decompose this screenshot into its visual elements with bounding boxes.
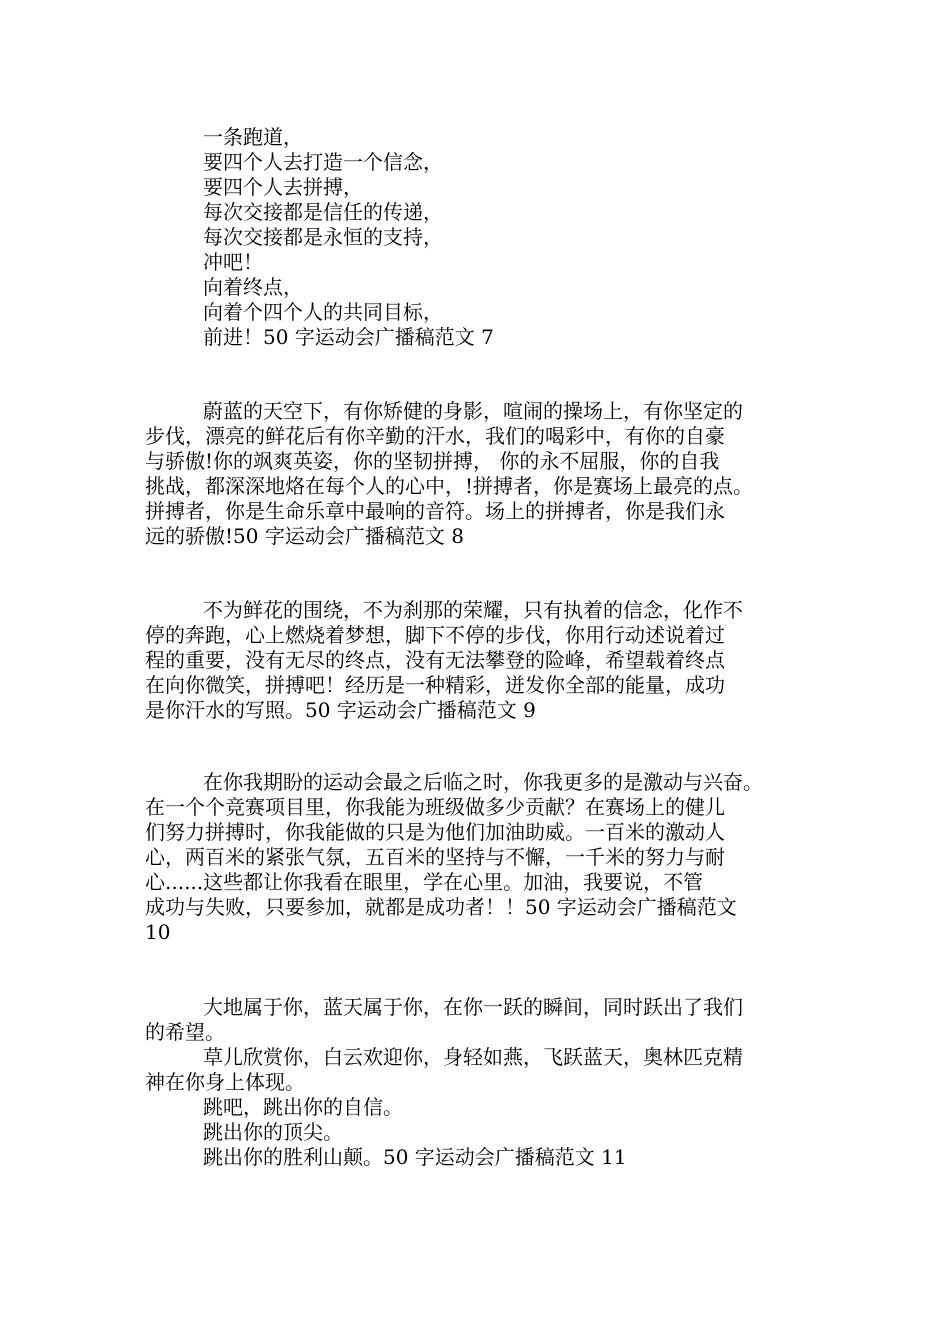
text-line: 每次交接都是信任的传递， (203, 200, 443, 224)
text-line: 向着个四个人的共同目标， (203, 300, 443, 324)
text-line: 不为鲜花的围绕，不为刹那的荣耀，只有执着的信念，化作不 (203, 598, 743, 622)
text-line: 停的奔跑，心上燃烧着梦想，脚下不停的步伐，你用行动述说着过 (145, 623, 725, 647)
text-line: 冲吧！ (203, 250, 263, 274)
poem-relay (145, 125, 815, 350)
text-line: 们努力拼搏时，你我能做的只是为他们加油助威。一百米的激动人 (145, 820, 725, 844)
text-line: 在向你微笑，拼搏吧！经历是一种精彩，迸发你全部的能量，成功 (145, 673, 725, 697)
text-line: 远的骄傲!50 字运动会广播稿范文 8 (145, 524, 464, 548)
text-line: 心......这些都让你我看在眼里，学在心里。加油，我要说，不管 (145, 870, 704, 894)
text-line: 在你我期盼的运动会最之后临之时，你我更多的是激动与兴奋。 (203, 770, 763, 794)
text-line: 一条跑道， (203, 125, 303, 149)
text-line: 向着终点， (203, 275, 303, 299)
text-line: 步伐，漂亮的鲜花后有你辛勤的汗水，我们的喝彩中，有你的自豪 (145, 424, 725, 448)
text-line: 跳出你的胜利山颠。50 字运动会广播稿范文 11 (203, 1145, 627, 1169)
text-line: 草儿欣赏你，白云欢迎你，身轻如燕，飞跃蓝天，奥林匹克精 (203, 1045, 743, 1069)
paragraph-persistence (145, 598, 815, 723)
text-line: 要四个人去打造一个信念， (203, 150, 443, 174)
text-line: 神在你身上体现。 (145, 1070, 305, 1094)
text-line: 跳出你的顶尖。 (203, 1120, 343, 1144)
text-line: 每次交接都是永恒的支持， (203, 225, 443, 249)
text-line: 心，两百米的紧张气氛，五百米的坚持与不懈，一千米的努力与耐 (145, 845, 725, 869)
text-line: 10 (145, 920, 171, 944)
paragraph-fighter (145, 399, 815, 549)
text-line: 与骄傲!你的飒爽英姿，你的坚韧拼搏， 你的永不屈服，你的自我 (145, 449, 720, 473)
paragraph-jump (145, 995, 815, 1170)
text-line: 是你汗水的写照。50 字运动会广播稿范文 9 (145, 698, 536, 722)
text-line: 的希望。 (145, 1020, 225, 1044)
text-line: 蔚蓝的天空下，有你矫健的身影，喧闹的操场上，有你坚定的 (203, 399, 743, 423)
text-line: 挑战，都深深地烙在每个人的心中，!拼搏者，你是赛场上最亮的点。 (145, 474, 754, 498)
text-line: 大地属于你，蓝天属于你，在你一跃的瞬间，同时跃出了我们 (203, 995, 743, 1019)
paragraph-sports-meet (145, 770, 815, 945)
text-line: 跳吧，跳出你的自信。 (203, 1095, 403, 1119)
text-line: 拼搏者，你是生命乐章中最响的音符。场上的拼搏者，你是我们永 (145, 499, 725, 523)
text-line: 在一个个竞赛项目里，你我能为班级做多少贡献？在赛场上的健儿 (145, 795, 725, 819)
text-line: 要四个人去拼搏， (203, 175, 363, 199)
text-line: 程的重要，没有无尽的终点，没有无法攀登的险峰，希望载着终点 (145, 648, 725, 672)
text-line: 成功与失败，只要参加，就都是成功者！！50 字运动会广播稿范文 (145, 895, 737, 919)
text-line: 前进！50 字运动会广播稿范文 7 (203, 325, 494, 349)
